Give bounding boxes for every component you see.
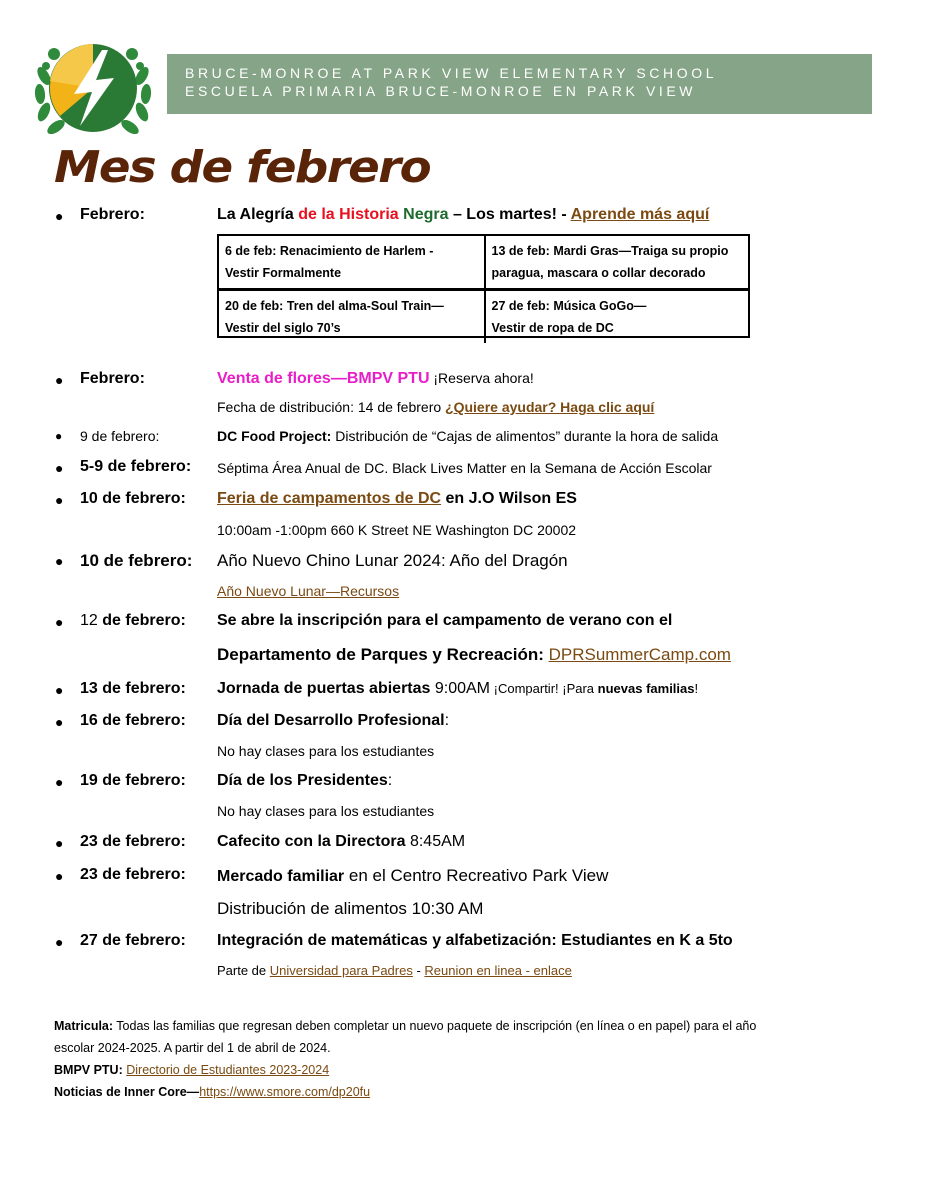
school-name-banner [167, 54, 872, 114]
online-meeting-link[interactable]: Reunion en linea - enlace [424, 963, 572, 978]
inner-core-news-link[interactable]: https://www.smore.com/dp20fu [199, 1085, 371, 1099]
lunar-new-year-resources-link[interactable]: Año Nuevo Lunar—Recursos [217, 583, 400, 599]
parent-university-link[interactable]: Universidad para Padres [269, 963, 413, 978]
dpr-summer-camp-link[interactable]: DPRSummerCamp.com [548, 645, 731, 664]
flower-sale-help-link[interactable]: ¿Quiere ayudar? Haga clic aquí [445, 399, 655, 415]
table-cell: 6 de feb: Renacimiento de Harlem - Vestir Formalmente [225, 244, 434, 280]
page-title: Mes de febrero [54, 142, 431, 193]
enrollment-note: Matricula: Todas las familias que regresan deben completar un nuevo paquete de inscripción (en línea o en papel) para el año escolar 2024-2025. A partir del 1 de abril de 2024. BMPV PTU: Directorio de Estudiantes 2023-2024 Noticias de Inner Core—https://www.smore.com/dp20fu [54, 1019, 757, 1099]
school-logo [30, 26, 156, 146]
camp-fair-link[interactable]: Feria de campamentos de DC [217, 490, 442, 507]
black-history-link[interactable]: Aprende más aquí [570, 206, 710, 223]
school-name-spanish: ESCUELA PRIMARIA BRUCE-MONROE EN PARK VIEW [185, 83, 697, 99]
school-name-english: BRUCE-MONROE AT PARK VIEW ELEMENTARY SCHOOL [185, 65, 718, 81]
dress-up-schedule-table [217, 234, 750, 338]
student-directory-link[interactable]: Directorio de Estudiantes 2023-2024 [126, 1063, 330, 1077]
table-cell: 27 de feb: Música GoGo— Vestir de ropa de DC [484, 288, 749, 343]
table-cell: 20 de feb: Tren del alma-Soul Train— Vestir del siglo 70’s [219, 288, 484, 343]
table-cell: 13 de feb: Mardi Gras—Traiga su propio paragua, mascara o collar decorado [484, 236, 749, 288]
